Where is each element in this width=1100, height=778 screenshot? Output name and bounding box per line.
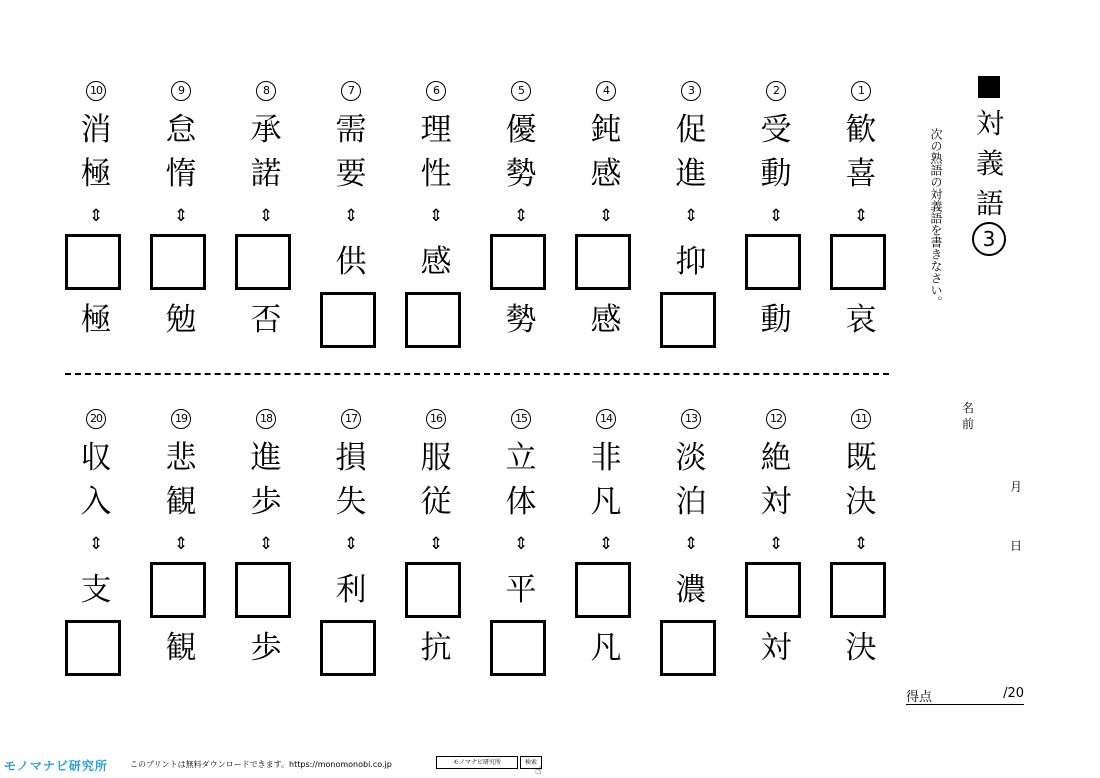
given-kanji: 哀 [845,302,877,338]
answer-box[interactable] [235,562,291,618]
score-total: /20 [1003,686,1024,701]
source-kanji: 入 [80,484,112,520]
source-kanji: 諾 [250,156,282,192]
given-kanji: 供 [335,244,367,280]
problem-number-circle: 14 [596,409,616,429]
given-kanji: 動 [760,302,792,338]
source-kanji: 勢 [505,156,537,192]
instruction-text: 次の熟語の対義語を書きなさい。 [929,128,943,308]
source-kanji: 失 [335,484,367,520]
problem-number [234,408,298,429]
search-button[interactable]: 検索 [520,756,542,769]
score-field [906,686,1024,705]
source-kanji: 従 [420,484,452,520]
answer-box[interactable] [745,234,801,290]
updown-arrow-icon: ⇕ [428,206,444,226]
title-square-icon [978,76,1000,98]
source-kanji: 進 [675,156,707,192]
answer-box[interactable] [405,292,461,348]
month-label: 月 [1010,480,1023,494]
source-kanji: 絶 [760,440,792,476]
problem-number [319,408,383,429]
source-kanji: 既 [845,440,877,476]
problem-number [64,80,128,101]
problem-number-circle: 11 [851,409,871,429]
problem-number-circle: 1 [851,81,871,101]
problem-number [149,80,213,101]
updown-arrow-icon: ⇕ [768,534,784,554]
source-kanji: 惰 [165,156,197,192]
answer-box[interactable] [320,620,376,676]
problem-number [574,80,638,101]
source-kanji: 消 [80,112,112,148]
source-kanji: 対 [760,484,792,520]
updown-arrow-icon: ⇕ [88,206,104,226]
updown-arrow-icon: ⇕ [258,206,274,226]
problem-number-circle: 8 [256,81,276,101]
given-kanji: 平 [505,572,537,608]
updown-arrow-icon: ⇕ [343,534,359,554]
source-kanji: 悲 [165,440,197,476]
answer-box[interactable] [65,234,121,290]
source-kanji: 非 [590,440,622,476]
source-kanji: 極 [80,156,112,192]
search-query-box[interactable]: モノマナビ研究所 [436,756,518,769]
source-kanji: 動 [760,156,792,192]
problem-number [744,80,808,101]
answer-box[interactable] [150,234,206,290]
answer-box[interactable] [575,234,631,290]
problem-number [319,80,383,101]
problem-number-circle: 4 [596,81,616,101]
updown-arrow-icon: ⇕ [343,206,359,226]
updown-arrow-icon: ⇕ [683,534,699,554]
answer-box[interactable] [320,292,376,348]
given-kanji: 勉 [165,302,197,338]
problem-number-circle: 6 [426,81,446,101]
problem-number [659,408,723,429]
problem-number [659,80,723,101]
problem-number-circle: 13 [681,409,701,429]
worksheet-number: 3 [972,222,1006,256]
source-kanji: 決 [845,484,877,520]
updown-arrow-icon: ⇕ [598,206,614,226]
problem-number-circle: 2 [766,81,786,101]
source-kanji: 観 [165,484,197,520]
day-label: 日 [1010,539,1023,553]
name-label: 名前 [962,401,975,431]
source-kanji: 感 [590,156,622,192]
updown-arrow-icon: ⇕ [428,534,444,554]
answer-box[interactable] [575,562,631,618]
problem-number [234,80,298,101]
problem-number [574,408,638,429]
source-kanji: 体 [505,484,537,520]
problem-number [744,408,808,429]
source-kanji: 喜 [845,156,877,192]
source-kanji: 泊 [675,484,707,520]
problem-number-circle: 15 [511,409,531,429]
updown-arrow-icon: ⇕ [173,534,189,554]
problem-number [489,80,553,101]
given-kanji: 凡 [590,630,622,666]
problem-number-circle: 10 [86,81,106,101]
problem-number-circle: 3 [681,81,701,101]
updown-arrow-icon: ⇕ [258,534,274,554]
given-kanji: 観 [165,630,197,666]
problem-number-circle: 5 [511,81,531,101]
given-kanji: 決 [845,630,877,666]
source-kanji: 受 [760,112,792,148]
pointer-cursor-icon: ☝ [535,764,542,777]
answer-box[interactable] [660,292,716,348]
source-kanji: 要 [335,156,367,192]
footer-logo[interactable]: モノマナビ研究所 [4,759,108,773]
updown-arrow-icon: ⇕ [88,534,104,554]
problem-number-circle: 16 [426,409,446,429]
answer-box[interactable] [830,234,886,290]
source-kanji: 収 [80,440,112,476]
problem-number [404,408,468,429]
answer-box[interactable] [405,562,461,618]
given-kanji: 感 [420,244,452,280]
source-kanji: 鈍 [590,112,622,148]
problem-number-circle: 7 [341,81,361,101]
answer-box[interactable] [150,562,206,618]
source-kanji: 淡 [675,440,707,476]
worksheet-title [970,104,1010,224]
source-kanji: 性 [420,156,452,192]
source-kanji: 促 [675,112,707,148]
source-kanji: 損 [335,440,367,476]
source-kanji: 凡 [590,484,622,520]
source-kanji: 怠 [165,112,197,148]
source-kanji: 優 [505,112,537,148]
answer-box[interactable] [65,620,121,676]
updown-arrow-icon: ⇕ [683,206,699,226]
answer-box[interactable] [830,562,886,618]
problem-number [149,408,213,429]
answer-box[interactable] [490,234,546,290]
answer-box[interactable] [660,620,716,676]
score-label: 得点 [906,690,933,705]
problem-number-circle: 20 [86,409,106,429]
source-kanji: 需 [335,112,367,148]
answer-box[interactable] [745,562,801,618]
given-kanji: 否 [250,302,282,338]
source-kanji: 歩 [250,484,282,520]
updown-arrow-icon: ⇕ [768,206,784,226]
problem-number-circle: 9 [171,81,191,101]
updown-arrow-icon: ⇕ [173,206,189,226]
problem-number-circle: 19 [171,409,191,429]
problem-number-circle: 18 [256,409,276,429]
given-kanji: 極 [80,302,112,338]
title-char: 語 [975,187,1004,220]
problem-number [64,408,128,429]
updown-arrow-icon: ⇕ [513,534,529,554]
updown-arrow-icon: ⇕ [853,206,869,226]
source-kanji: 歓 [845,112,877,148]
given-kanji: 抑 [675,244,707,280]
problem-number-circle: 17 [341,409,361,429]
source-kanji: 承 [250,112,282,148]
problem-number [829,408,893,429]
given-kanji: 感 [590,302,622,338]
footer-text: このプリントは無料ダウンロードできます。https://monomonobi.co.jp [130,760,392,769]
given-kanji: 利 [335,572,367,608]
source-kanji: 服 [420,440,452,476]
answer-box[interactable] [235,234,291,290]
section-divider [65,373,889,375]
title-char: 対 [975,107,1004,140]
source-kanji: 進 [250,440,282,476]
source-kanji: 理 [420,112,452,148]
given-kanji: 抗 [420,630,452,666]
problem-number-circle: 12 [766,409,786,429]
problem-number [489,408,553,429]
given-kanji: 対 [760,630,792,666]
given-kanji: 勢 [505,302,537,338]
answer-box[interactable] [490,620,546,676]
given-kanji: 支 [80,572,112,608]
updown-arrow-icon: ⇕ [853,534,869,554]
title-char: 義 [975,147,1004,180]
given-kanji: 濃 [675,572,707,608]
problem-number [404,80,468,101]
given-kanji: 歩 [250,630,282,666]
updown-arrow-icon: ⇕ [598,534,614,554]
updown-arrow-icon: ⇕ [513,206,529,226]
source-kanji: 立 [505,440,537,476]
problem-number [829,80,893,101]
